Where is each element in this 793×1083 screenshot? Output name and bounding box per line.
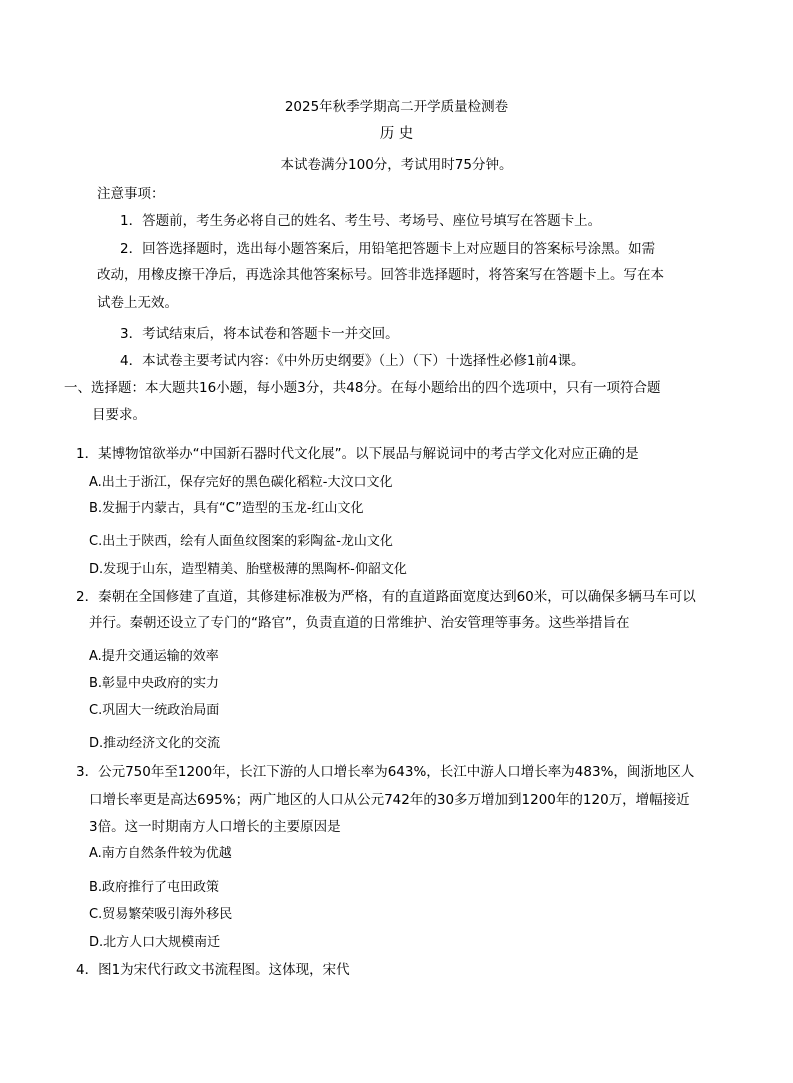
question-1-option-d: D.发现于山东，造型精美、胎壁极薄的黑陶杯-仰韶文化 [89,562,407,577]
section-heading: 一、选择题：本大题共16小题，每小题3分，共48分。在每小题给出的四个选项中，只有一项符合题 [64,380,661,396]
question-1-option-c: C.出土于陕西，绘有人面鱼纹图案的彩陶盆-龙山文化 [89,534,393,549]
question-2-option-c: C.巩固大一统政治局面 [89,703,220,718]
question-2-option-d: D.推动经济文化的交流 [89,736,221,751]
exam-title: 2025年秋季学期高二开学质量检测卷 [284,99,509,115]
question-3-stem-cont: 口增长率更是高达695%；两广地区的人口从公元742年的30多万增加到1200年的120万，增幅接近 [89,792,690,808]
question-2-option-a: A.提升交通运输的效率 [89,649,219,664]
question-1-option-a: A.出土于浙江，保存完好的黑色碳化稻粒-大汶口文化 [89,475,393,490]
question-3-option-c: C.贸易繁荣吸引海外移民 [89,907,233,922]
question-3-option-b: B.政府推行了屯田政策 [89,880,220,895]
question-1-option-b: B.发掘于内蒙古，具有“C”造型的玉龙-红山文化 [89,501,364,516]
section-heading-cont: 目要求。 [92,407,146,423]
subject-title: 历 史 [379,126,414,142]
score-info: 本试卷满分100分，考试用时75分钟。 [280,157,513,173]
question-3-option-d: D.北方人口大规模南迁 [89,935,221,950]
question-3-stem-cont: 3倍。这一时期南方人口增长的主要原因是 [89,819,341,835]
notes-heading: 注意事项： [97,186,165,202]
note-item: 改动，用橡皮擦干净后，再选涂其他答案标号。回答非选择题时，将答案写在答题卡上。写在本 [97,267,664,283]
note-item: 试卷上无效。 [97,295,178,311]
question-2-option-b: B.彰显中央政府的实力 [89,676,220,691]
question-3-option-a: A.南方自然条件较为优越 [89,846,232,861]
question-1-stem: 1．某博物馆欲举办“中国新石器时代文化展”。以下展品与解说词中的考古学文化对应正确的是 [76,446,639,462]
note-item: 4．本试卷主要考试内容：《中外历史纲要》（上）（下）十选择性必修1前4课。 [120,353,585,369]
note-item: 3．考试结束后，将本试卷和答题卡一并交回。 [120,326,399,342]
question-3-stem: 3．公元750年至1200年，长江下游的人口增长率为643%，长江中游人口增长率为483%，闽浙地区人 [76,764,695,780]
note-item: 2．回答选择题时，选出每小题答案后，用铅笔把答题卡上对应题目的答案标号涂黑。如需 [120,241,656,257]
question-4-stem: 4．图1为宋代行政文书流程图。这体现，宋代 [76,962,350,978]
question-2-stem: 2．秦朝在全国修建了直道，其修建标准极为严格，有的直道路面宽度达到60米，可以确保多辆马车可以 [76,589,696,605]
note-item: 1．答题前，考生务必将自己的姓名、考生号、考场号、座位号填写在答题卡上。 [120,213,602,229]
question-2-stem-cont: 并行。秦朝还设立了专门的“路官”，负责直道的日常维护、治安管理等事务。这些举措旨在 [89,615,630,631]
